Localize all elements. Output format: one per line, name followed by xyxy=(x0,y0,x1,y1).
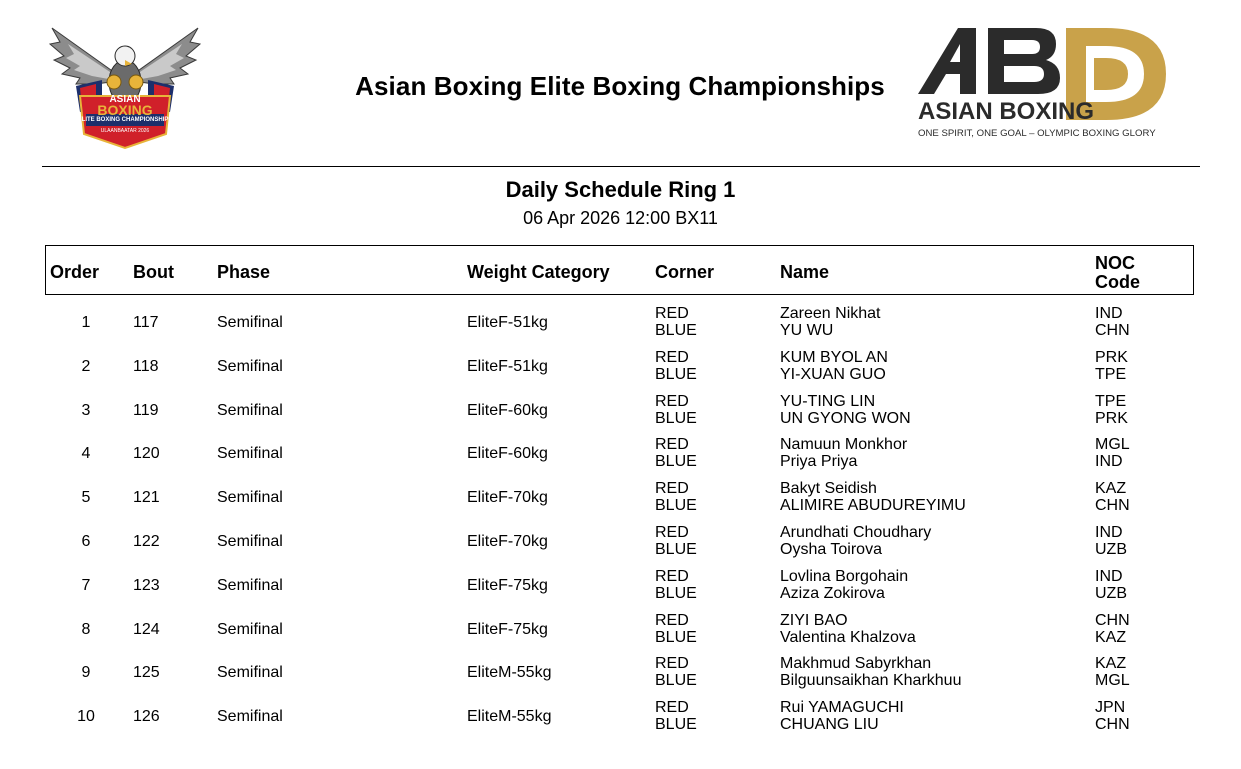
noc-blue: MGL xyxy=(1095,672,1130,690)
corner-cell xyxy=(655,568,697,602)
name-red: Namuun Monkhor xyxy=(780,436,908,454)
weight-cell: EliteF-51kg xyxy=(467,357,548,375)
order-cell: 3 xyxy=(81,401,91,419)
corner-red: RED xyxy=(655,436,689,454)
corner-blue: BLUE xyxy=(655,453,697,471)
corner-blue: BLUE xyxy=(655,540,697,558)
table-row xyxy=(0,305,1241,349)
phase-cell: Semifinal xyxy=(217,489,283,507)
noc-red: IND xyxy=(1095,567,1123,585)
weight-cell: EliteF-60kg xyxy=(467,445,548,463)
schedule-title: Daily Schedule Ring 1 xyxy=(505,177,736,202)
name-red: Makhmud Sabyrkhan xyxy=(780,655,932,673)
header-noc-line2: Code xyxy=(1095,272,1140,292)
logo-text-elite: ELITE BOXING CHAMPIONSHIPS xyxy=(77,117,173,123)
corner-cell xyxy=(655,655,697,689)
weight-cell: EliteF-75kg xyxy=(467,576,548,594)
name-blue: CHUANG LIU xyxy=(780,716,879,734)
order-cell: 10 xyxy=(77,708,95,726)
name-red: Rui YAMAGUCHI xyxy=(780,699,904,717)
name-cell xyxy=(780,436,907,470)
schedule-table-body xyxy=(0,305,1241,743)
name-red: YU-TING LIN xyxy=(780,392,876,410)
name-blue: YU WU xyxy=(780,322,834,339)
asian-boxing-logo xyxy=(916,24,1170,144)
schedule-subtitle: 06 Apr 2026 12:00 BX11 xyxy=(523,208,718,228)
noc-red: KAZ xyxy=(1095,655,1127,673)
corner-cell xyxy=(655,524,697,558)
noc-blue: UZB xyxy=(1095,584,1127,602)
corner-blue: BLUE xyxy=(655,322,697,339)
header-phase: Phase xyxy=(217,262,271,282)
order-cell: 4 xyxy=(81,445,91,463)
noc-blue: PRK xyxy=(1095,409,1128,427)
noc-red: MGL xyxy=(1095,436,1130,454)
bout-cell: 119 xyxy=(133,401,159,419)
noc-cell xyxy=(1095,436,1130,470)
corner-red: RED xyxy=(655,611,689,629)
phase-cell: Semifinal xyxy=(217,664,283,682)
noc-cell xyxy=(1095,349,1128,383)
table-row xyxy=(0,480,1241,524)
bout-cell: 124 xyxy=(133,620,160,638)
name-cell xyxy=(780,612,916,646)
weight-cell: EliteF-70kg xyxy=(467,489,548,507)
event-title: Asian Boxing Elite Boxing Championships xyxy=(355,71,885,101)
corner-cell xyxy=(655,612,697,646)
noc-blue: CHN xyxy=(1095,322,1130,339)
corner-cell xyxy=(655,699,697,733)
table-row xyxy=(0,568,1241,612)
header-order: Order xyxy=(50,262,100,282)
logo-text-asian: ASIAN xyxy=(109,94,141,105)
noc-cell xyxy=(1095,699,1130,733)
order-cell: 7 xyxy=(81,576,91,594)
weight-cell: EliteM-55kg xyxy=(467,664,552,682)
order-cell: 6 xyxy=(81,532,91,550)
noc-blue: UZB xyxy=(1095,540,1127,558)
order-cell: 2 xyxy=(81,357,91,375)
logo-wordmark: ASIAN BOXING xyxy=(918,98,1095,125)
phase-cell: Semifinal xyxy=(217,401,283,419)
corner-blue: BLUE xyxy=(655,365,697,383)
weight-cell: EliteF-60kg xyxy=(467,401,548,419)
corner-red: RED xyxy=(655,567,689,585)
corner-cell xyxy=(655,436,697,470)
name-cell xyxy=(780,305,881,339)
noc-cell xyxy=(1095,612,1130,646)
phase-cell: Semifinal xyxy=(217,620,283,638)
corner-blue: BLUE xyxy=(655,497,697,515)
bout-cell: 118 xyxy=(133,357,159,375)
corner-cell xyxy=(655,349,697,383)
name-red: Zareen Nikhat xyxy=(780,305,881,322)
table-row xyxy=(0,655,1241,699)
noc-blue: IND xyxy=(1095,453,1123,471)
corner-cell xyxy=(655,480,697,514)
weight-cell: EliteF-51kg xyxy=(467,314,548,331)
order-cell: 9 xyxy=(81,664,91,682)
name-cell xyxy=(780,699,904,733)
name-blue: Oysha Toirova xyxy=(780,540,882,558)
order-cell: 1 xyxy=(81,314,91,331)
header-bout: Bout xyxy=(133,262,174,282)
name-blue: YI-XUAN GUO xyxy=(780,365,886,383)
corner-red: RED xyxy=(655,523,689,541)
noc-red: CHN xyxy=(1095,611,1130,629)
weight-cell: EliteF-75kg xyxy=(467,620,548,638)
corner-blue: BLUE xyxy=(655,672,697,690)
table-row xyxy=(0,699,1241,743)
header-corner: Corner xyxy=(655,262,715,282)
corner-blue: BLUE xyxy=(655,716,697,734)
noc-cell xyxy=(1095,393,1128,427)
phase-cell: Semifinal xyxy=(217,357,283,375)
noc-blue: CHN xyxy=(1095,716,1130,734)
order-cell: 8 xyxy=(81,620,91,638)
corner-cell xyxy=(655,393,697,427)
name-cell xyxy=(780,480,966,514)
corner-blue: BLUE xyxy=(655,409,697,427)
noc-cell xyxy=(1095,568,1127,602)
name-blue: UN GYONG WON xyxy=(780,409,911,427)
logo-text-boxing: BOXING xyxy=(97,102,153,118)
bout-cell: 122 xyxy=(133,532,160,550)
name-red: Arundhati Choudhary xyxy=(780,523,932,541)
noc-blue: CHN xyxy=(1095,497,1130,515)
name-blue: Priya Priya xyxy=(780,453,858,471)
header-noc-line1: NOC xyxy=(1095,253,1135,273)
bout-cell: 125 xyxy=(133,664,160,682)
name-blue: Aziza Zokirova xyxy=(780,584,885,602)
weight-cell: EliteF-70kg xyxy=(467,532,548,550)
phase-cell: Semifinal xyxy=(217,532,283,550)
header-noc-code xyxy=(1095,254,1140,292)
noc-blue: KAZ xyxy=(1095,628,1127,646)
noc-red: TPE xyxy=(1095,392,1127,410)
noc-cell xyxy=(1095,524,1127,558)
name-cell xyxy=(780,655,961,689)
logo-tagline: ONE SPIRIT, ONE GOAL – OLYMPIC BOXING GLORY xyxy=(918,128,1156,139)
phase-cell: Semifinal xyxy=(217,314,283,331)
name-cell xyxy=(780,393,911,427)
abd-mark-icon xyxy=(916,24,1170,144)
corner-blue: BLUE xyxy=(655,584,697,602)
bout-cell: 120 xyxy=(133,445,160,463)
name-blue: Valentina Khalzova xyxy=(780,628,916,646)
name-red: ZIYI BAO xyxy=(780,611,848,629)
noc-red: IND xyxy=(1095,523,1123,541)
corner-red: RED xyxy=(655,392,689,410)
order-cell: 5 xyxy=(81,489,91,507)
bout-cell: 117 xyxy=(133,314,159,331)
corner-cell xyxy=(655,305,697,339)
name-blue: Bilguunsaikhan Kharkhuu xyxy=(780,672,962,690)
corner-red: RED xyxy=(655,699,689,717)
weight-cell: EliteM-55kg xyxy=(467,708,552,726)
name-red: Lovlina Borgohain xyxy=(780,567,909,585)
noc-cell xyxy=(1095,480,1130,514)
noc-red: JPN xyxy=(1095,699,1126,717)
table-row xyxy=(0,393,1241,437)
name-red: Bakyt Seidish xyxy=(780,480,877,498)
phase-cell: Semifinal xyxy=(217,445,283,463)
name-cell xyxy=(780,524,931,558)
header-name: Name xyxy=(780,262,830,282)
table-row xyxy=(0,349,1241,393)
corner-red: RED xyxy=(655,305,689,322)
bout-cell: 121 xyxy=(133,489,160,507)
name-cell xyxy=(780,568,908,602)
logo-text-city: ULAANBAATAR 2026 xyxy=(100,128,150,134)
corner-blue: BLUE xyxy=(655,628,697,646)
championship-logo xyxy=(46,22,204,150)
noc-cell xyxy=(1095,655,1130,689)
corner-red: RED xyxy=(655,480,689,498)
corner-red: RED xyxy=(655,348,689,366)
noc-red: PRK xyxy=(1095,348,1128,366)
noc-blue: TPE xyxy=(1095,365,1127,383)
table-row xyxy=(0,436,1241,480)
noc-red: KAZ xyxy=(1095,480,1127,498)
corner-red: RED xyxy=(655,655,689,673)
bout-cell: 126 xyxy=(133,708,160,726)
header-divider xyxy=(42,166,1200,167)
name-red: KUM BYOL AN xyxy=(780,348,888,366)
table-row xyxy=(0,612,1241,656)
table-header xyxy=(45,245,1194,295)
header-weight-category: Weight Category xyxy=(467,262,610,282)
table-row xyxy=(0,524,1241,568)
noc-red: IND xyxy=(1095,305,1123,322)
noc-cell xyxy=(1095,305,1130,339)
bout-cell: 123 xyxy=(133,576,160,594)
name-blue: ALIMIRE ABUDUREYIMU xyxy=(780,497,966,515)
name-cell xyxy=(780,349,888,383)
phase-cell: Semifinal xyxy=(217,708,283,726)
phase-cell: Semifinal xyxy=(217,576,283,594)
